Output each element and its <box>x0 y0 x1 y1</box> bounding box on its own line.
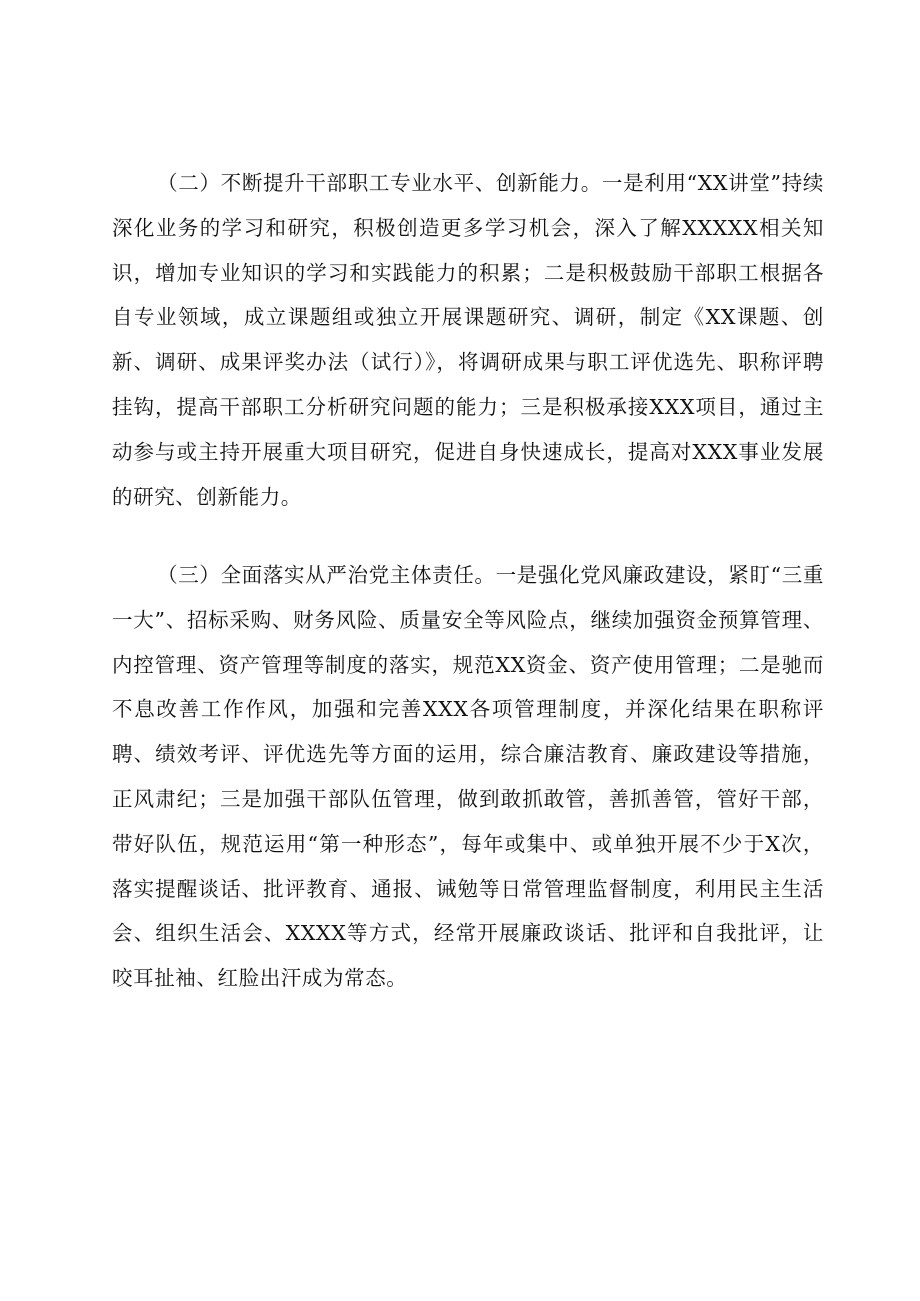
paragraph-party-responsibility: （三）全面落实从严治党主体责任。一是强化党风廉政建设，紧盯“三重一大”、招标采购、财务风险、质量安全等风险点，继续加强资金预算管理、内控管理、资产管理等制度的落实，规范XX资金、资产使用管理；二是驰而不息改善工作作风，加强和完善XXX各项管理制度，并深化结果在职称评聘、绩效考评、评优选先等方面的运用，综合廉洁教育、廉政建设等措施，正风肃纪；三是加强干部队伍管理，做到敢抓敢管，善抓善管，管好干部，带好队伍，规范运用“第一种形态”，每年或集中、或单独开展不少于X次，落实提醒谈话、批评教育、通报、诫勉等日常管理监督制度，利用民主生活会、组织生活会、XXXX等方式，经常开展廉政谈话、批评和自我批评，让咬耳扯袖、红脸出汗成为常态。 <box>112 563 824 991</box>
paragraph-professional-capacity: （二）不断提升干部职工专业水平、创新能力。一是利用“XX讲堂”持续深化业务的学习和研究，积极创造更多学习机会，深入了解XXXXX相关知识，增加专业知识的学习和实践能力的积累；二是积极鼓励干部职工根据各自专业领域，成立课题组或独立开展课题研究、调研，制定《XX课题、创新、调研、成果评奖办法（试行）》，将调研成果与职工评优选先、职称评聘挂钩，提高干部职工分析研究问题的能力；三是积极承接XXX项目，通过主动参与或主持开展重大项目研究，促进自身快速成长，提高对XXX事业发展的研究、创新能力。 <box>112 171 824 509</box>
